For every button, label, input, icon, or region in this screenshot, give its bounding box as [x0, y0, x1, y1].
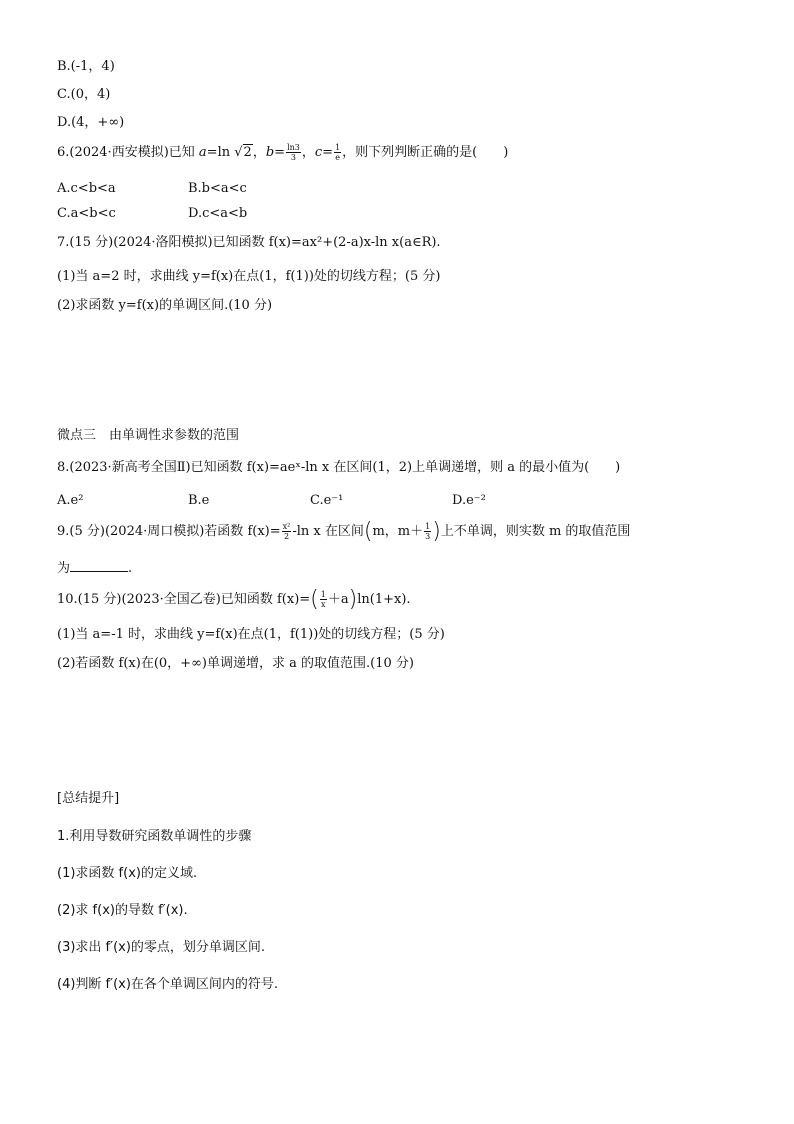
section-heading: 微点三 由单调性求参数的范围: [57, 428, 240, 443]
q7-stem: 7.(15 分)(2024·洛阳模拟)已知函数 f(x)=ax²+(2-a)x-ln x(a∈R).: [57, 235, 441, 250]
q8-stem: 8.(2023·新高考全国Ⅱ)已知函数 f(x)=aeˣ-ln x 在区间(1，2)上单调递增，则 a 的最小值为( ): [57, 460, 621, 475]
q5-option-d: D.(4，+∞): [57, 115, 125, 130]
summary-step-1: (1)求函数 f(x)的定义域.: [57, 866, 198, 881]
q6-option-c: C.a<b<c: [57, 206, 116, 221]
fraction-one-over-x: $\frac{1}{x}$: [320, 590, 326, 609]
fraction-x2-over-2: $\frac{\text{x²}}{2}$: [282, 522, 291, 541]
q6-option-a: A.c<b<a: [57, 181, 116, 196]
q9-stem: 9.(5 分)(2024·周口模拟)若函数 f(x)= $\frac{\text{x²}}{2}$ -ln x 在区间(m，m＋ $\frac{1}{3}$ )上不单调，则实数 m 的取值范围: [57, 519, 631, 544]
q10-part2: (2)若函数 f(x)在(0，+∞)单调递增，求 a 的取值范围.(10 分): [57, 656, 414, 671]
summary-step-3: (3)求出 f′(x)的零点，划分单调区间.: [57, 940, 266, 955]
fraction-one-third: $\frac{1}{3}$: [425, 522, 431, 541]
sqrt-symbol: √2: [234, 145, 252, 160]
fraction-b: $\frac{\ln 3}{3}$: [287, 143, 300, 162]
fraction-c: $\frac{1}{e}$: [335, 143, 341, 162]
q8-option-c: C.e⁻¹: [310, 493, 344, 508]
q7-part1: (1)当 a=2 时，求曲线 y=f(x)在点(1，f(1))处的切线方程；(5 分): [57, 269, 441, 284]
summary-step-4: (4)判断 f′(x)在各个单调区间内的符号.: [57, 977, 279, 992]
answer-blank: [70, 561, 128, 572]
q7-part2: (2)求函数 y=f(x)的单调区间.(10 分): [57, 298, 273, 313]
q9-answer-line: 为 .: [57, 561, 133, 576]
q5-option-b: B.(-1，4): [57, 59, 115, 74]
q6-stem: 6.(2024·西安模拟)已知 a=ln √2，b= $\frac{\ln 3}{3}$ ，c= $\frac{1}{e}$ ，则下列判断正确的是( ): [57, 143, 509, 162]
summary-title: [总结提升]: [57, 791, 120, 806]
q5-option-c: C.(0，4): [57, 87, 111, 102]
q6-option-d: D.c<a<b: [188, 206, 248, 221]
q10-stem: 10.(15 分)(2023·全国乙卷)已知函数 f(x)=( $\frac{1}{x}$ ＋a)ln(1+x).: [57, 587, 411, 612]
summary-heading: 1.利用导数研究函数单调性的步骤: [57, 829, 252, 844]
summary-step-2: (2)求 f(x)的导数 f′(x).: [57, 903, 188, 918]
q8-option-d: D.e⁻²: [452, 493, 486, 508]
q6-option-b: B.b<a<c: [188, 181, 247, 196]
q8-option-b: B.e: [188, 493, 210, 508]
q8-option-a: A.e²: [57, 493, 84, 508]
q10-part1: (1)当 a=-1 时，求曲线 y=f(x)在点(1，f(1))处的切线方程；(5 分): [57, 627, 445, 642]
